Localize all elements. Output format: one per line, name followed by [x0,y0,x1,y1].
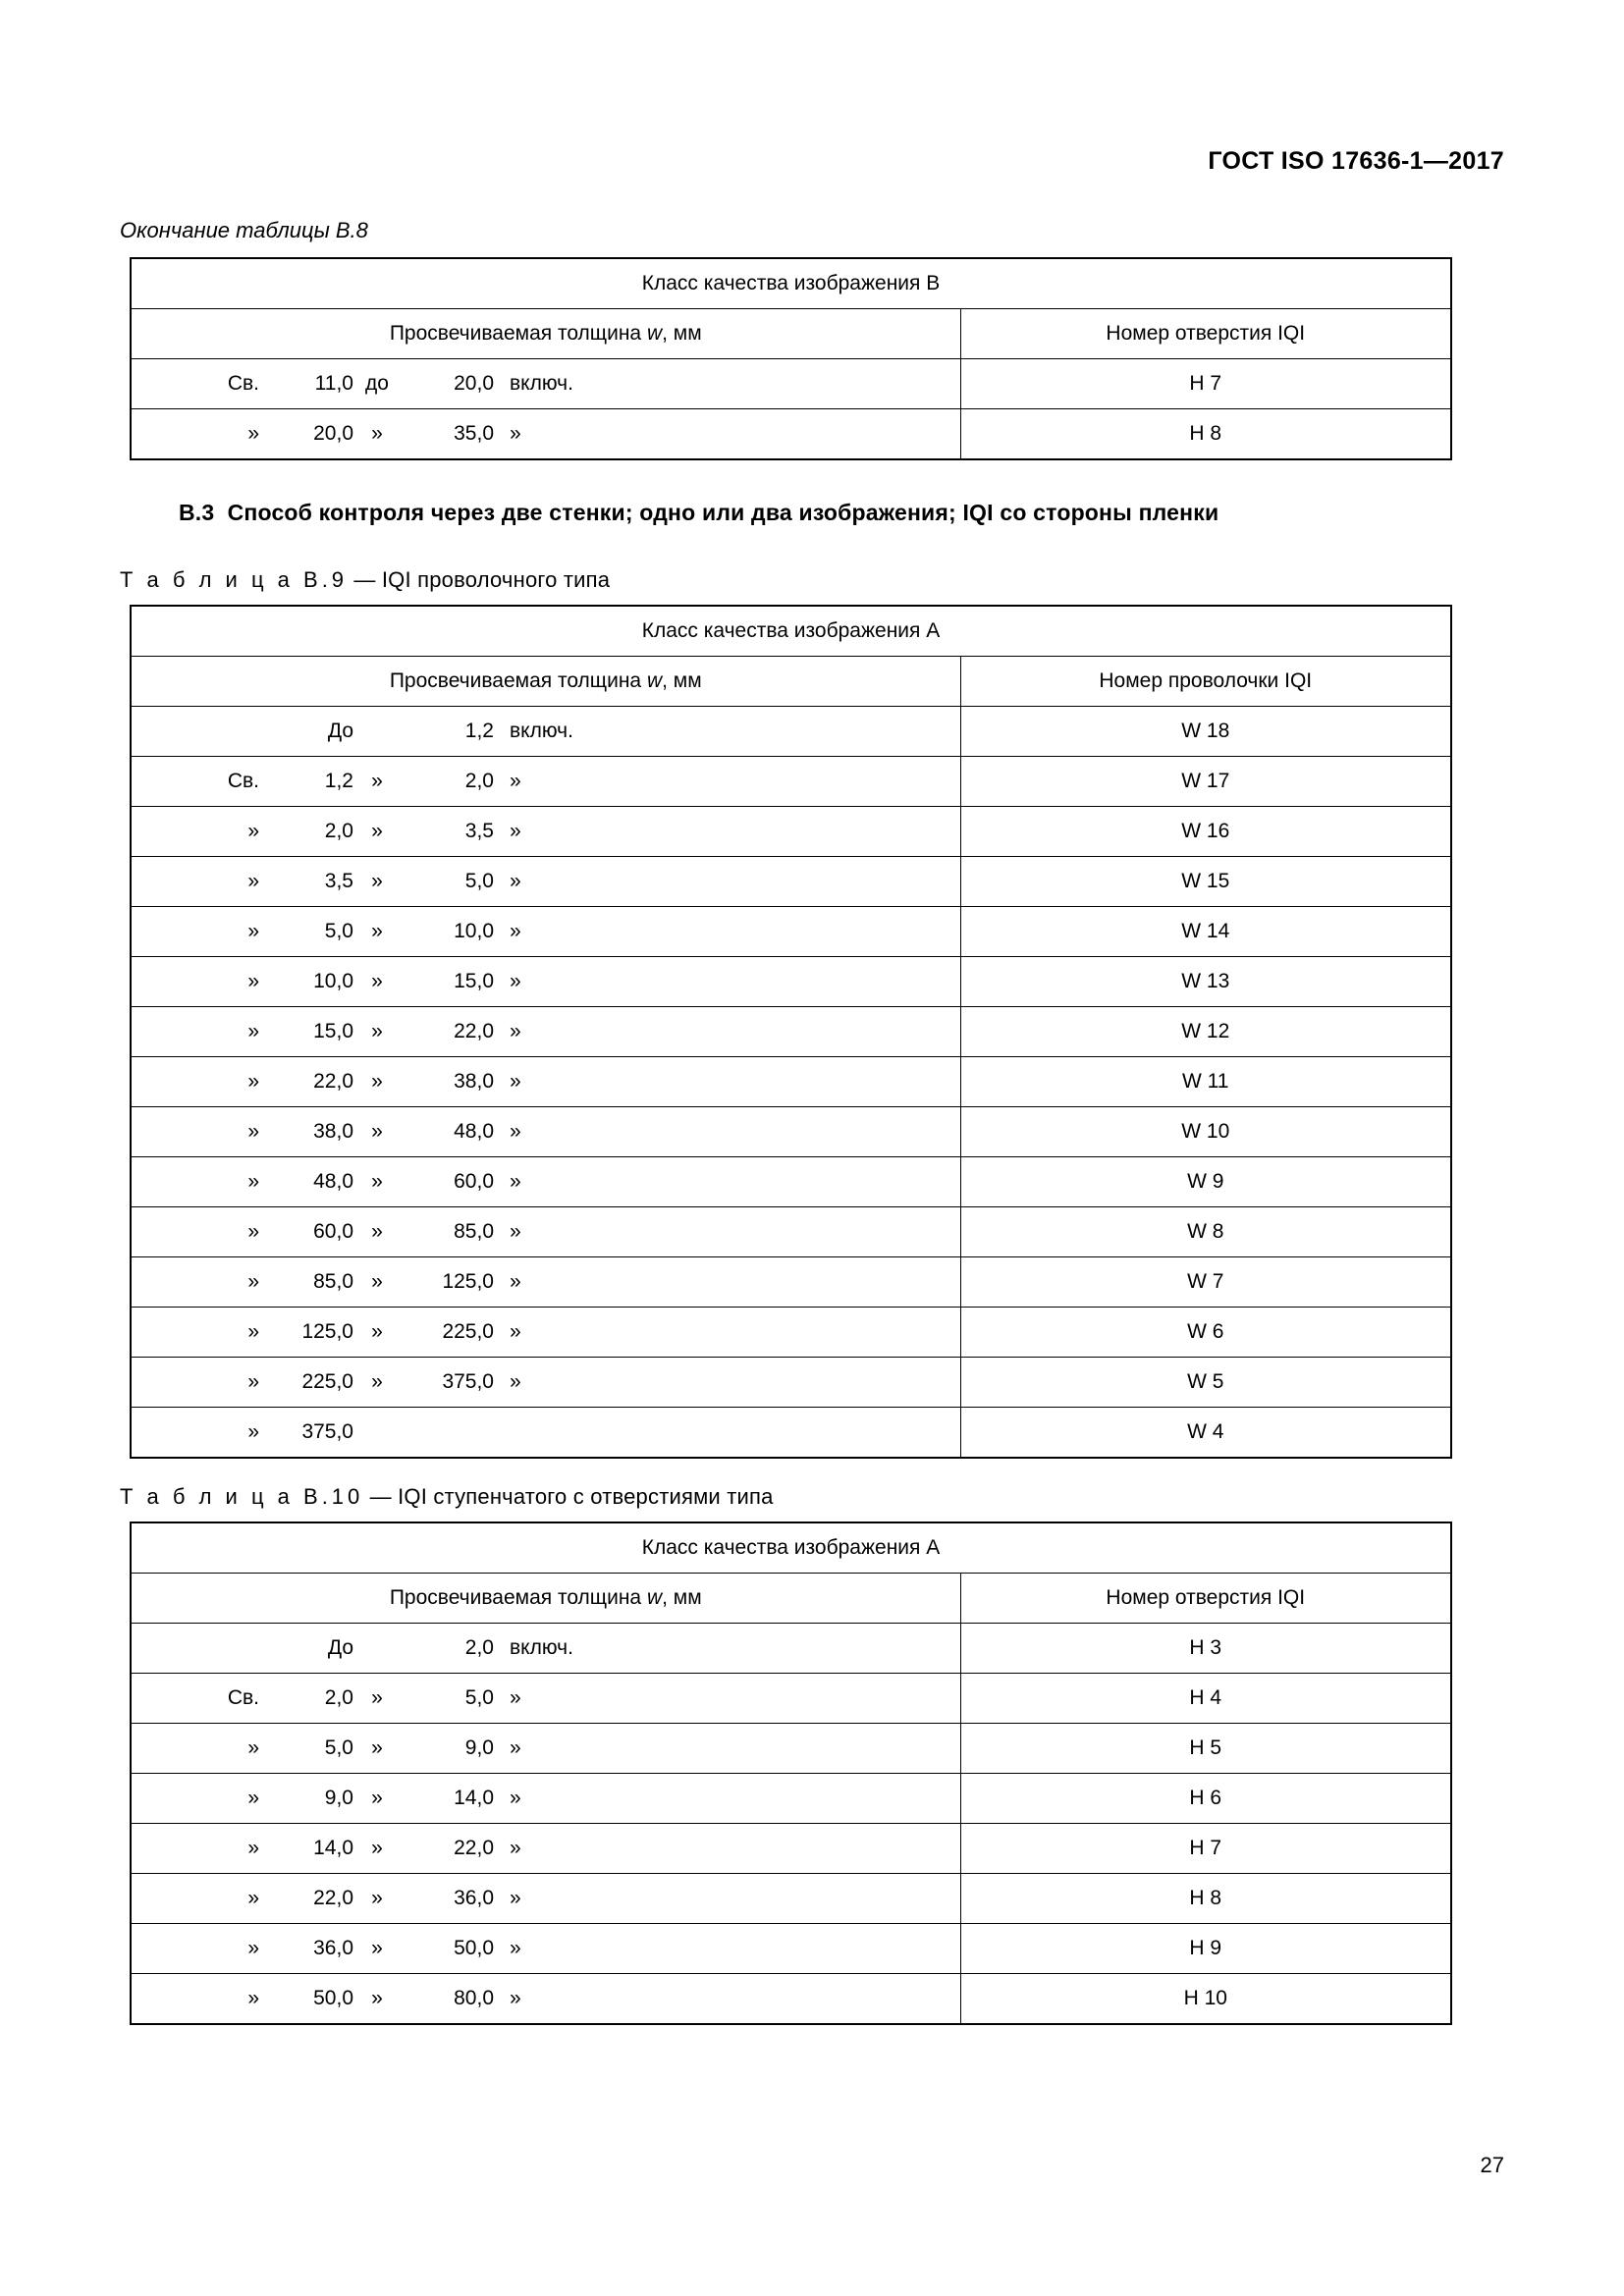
range-sep: » [371,1987,383,2009]
range-cell [131,1974,960,2025]
table-row [131,757,1451,807]
range-suffix: включ. [510,372,573,395]
table-b9-caption [120,567,1504,593]
range-prefix: » [247,1937,259,1959]
range-to: 48,0 [454,1120,494,1143]
range-prefix: Св. [227,372,259,395]
range-from: 2,0 [324,820,353,842]
range-cell [131,1774,960,1824]
range-sep: » [371,820,383,842]
range-cell [131,807,960,857]
range-suffix: » [510,770,521,792]
range-cell [131,1724,960,1774]
range-from: 60,0 [313,1220,353,1243]
range-from: 10,0 [313,970,353,992]
range-from: 125,0 [301,1320,353,1343]
range-sep: » [371,1170,383,1193]
range-prefix: » [247,1170,259,1193]
range-sep: » [371,1120,383,1143]
range-to: 85,0 [454,1220,494,1243]
marker-cell: W 13 [960,957,1451,1007]
range-sep: » [371,970,383,992]
range-prefix: » [247,920,259,942]
range-cell [131,957,960,1007]
marker-cell: H 8 [960,409,1451,460]
range-cell [131,857,960,907]
marker-cell: H 4 [960,1674,1451,1724]
range-sep: » [371,770,383,792]
range-cell [131,1257,960,1308]
range-from: 15,0 [313,1020,353,1042]
table-row [131,857,1451,907]
marker-cell: W 8 [960,1207,1451,1257]
range-from: 3,5 [324,870,353,892]
range-prefix: » [247,1020,259,1042]
table-row [131,409,1451,460]
range-prefix: » [247,820,259,842]
table-b10-col-thickness: Просвечиваемая толщина w, мм [131,1574,960,1624]
range-to: 15,0 [454,970,494,992]
marker-cell: H 8 [960,1874,1451,1924]
range-prefix: Св. [227,770,259,792]
range-suffix: » [510,920,521,942]
marker-cell: W 5 [960,1358,1451,1408]
range-suffix: » [510,1937,521,1959]
range-sep: » [371,1070,383,1093]
range-from: 11,0 [314,372,353,395]
range-to: 9,0 [464,1736,494,1759]
section-number: В.3 [179,500,215,525]
range-cell [131,1358,960,1408]
table-row [131,1157,1451,1207]
range-suffix: » [510,870,521,892]
table-b9 [130,605,1452,1459]
marker-cell: W 4 [960,1408,1451,1459]
marker-cell: W 9 [960,1157,1451,1207]
range-to: 5,0 [464,1686,494,1709]
range-prefix: » [247,1787,259,1809]
table-row [131,1874,1451,1924]
range-cell [131,1157,960,1207]
section-heading [179,500,1504,526]
range-to: 1,2 [464,720,494,742]
range-sep: » [371,1887,383,1909]
range-cell [131,707,960,757]
range-prefix: » [247,1837,259,1859]
range-suffix: » [510,1370,521,1393]
marker-cell: W 17 [960,757,1451,807]
range-cell [131,1408,960,1459]
range-to: 3,5 [464,820,494,842]
section-title: Способ контроля через две стенки; одно или два изображения; IQI со стороны пленки [227,500,1219,525]
range-to: 2,0 [464,770,494,792]
range-cell [131,1874,960,1924]
table-row [131,1308,1451,1358]
range-sep: » [371,1686,383,1709]
table-row [131,1057,1451,1107]
marker-cell: W 7 [960,1257,1451,1308]
table-row [131,907,1451,957]
range-from: 5,0 [324,1736,353,1759]
range-to: 20,0 [454,372,494,395]
range-suffix: » [510,820,521,842]
range-prefix: » [247,970,259,992]
range-prefix: » [247,1420,259,1443]
table-row [131,1924,1451,1974]
table-b9-col-marker: Номер проволочки IQI [960,657,1451,707]
range-from: 14,0 [313,1837,353,1859]
table-row [131,707,1451,757]
table-b9-class-header: Класс качества изображения A [131,606,1451,657]
range-sep: » [371,1736,383,1759]
range-sep: до [365,372,389,395]
range-suffix: включ. [510,720,573,742]
range-from: 9,0 [324,1787,353,1809]
range-prefix: » [247,1370,259,1393]
range-to: 125,0 [442,1270,494,1293]
range-suffix: включ. [510,1636,573,1659]
range-from: 375,0 [301,1420,353,1443]
range-cell [131,359,960,409]
marker-cell: W 18 [960,707,1451,757]
range-suffix: » [510,1120,521,1143]
range-to: 2,0 [464,1636,494,1659]
table-b9-caption-label: Т а б л и ц а В.9 [120,567,349,592]
marker-cell: H 5 [960,1724,1451,1774]
range-from: 22,0 [313,1887,353,1909]
marker-cell: H 7 [960,359,1451,409]
table-row [131,1674,1451,1724]
range-sep: » [371,1320,383,1343]
marker-cell: W 16 [960,807,1451,857]
marker-cell: W 14 [960,907,1451,957]
range-sep: » [371,1220,383,1243]
range-prefix: » [247,1270,259,1293]
range-cell [131,907,960,957]
range-cell [131,1924,960,1974]
range-suffix: » [510,1686,521,1709]
range-suffix: » [510,1887,521,1909]
table-b10 [130,1522,1452,2025]
marker-cell: W 10 [960,1107,1451,1157]
range-to: 10,0 [454,920,494,942]
marker-cell: W 11 [960,1057,1451,1107]
range-sep: » [371,1370,383,1393]
range-sep: » [371,1787,383,1809]
range-prefix: » [247,1220,259,1243]
range-from: 85,0 [313,1270,353,1293]
range-suffix: » [510,1020,521,1042]
table-b9-caption-text: — IQI проволочного типа [348,567,611,592]
table-b10-caption [120,1484,1504,1510]
range-to: 36,0 [454,1887,494,1909]
marker-cell: H 3 [960,1624,1451,1674]
page-header: ГОСТ ISO 17636-1—2017 [1208,147,1504,175]
range-cell [131,1824,960,1874]
table-row [131,1974,1451,2025]
range-cell [131,1207,960,1257]
table-b10-class-header: Класс качества изображения A [131,1522,1451,1574]
marker-cell: H 7 [960,1824,1451,1874]
range-suffix: » [510,1987,521,2009]
page-number: 27 [1480,2153,1504,2177]
range-to: 50,0 [454,1937,494,1959]
range-sep: » [371,870,383,892]
range-prefix: Св. [227,1686,259,1709]
marker-cell: H 6 [960,1774,1451,1824]
range-suffix: » [510,1170,521,1193]
range-suffix: » [510,1837,521,1859]
range-suffix: » [510,1736,521,1759]
table-b8-end-caption: Окончание таблицы В.8 [120,218,368,242]
range-prefix: » [247,1887,259,1909]
range-prefix: » [247,1736,259,1759]
range-from: 22,0 [313,1070,353,1093]
range-prefix: » [247,1120,259,1143]
range-cell [131,1624,960,1674]
table-row [131,1824,1451,1874]
range-to: 225,0 [442,1320,494,1343]
range-cell [131,1007,960,1057]
table-row [131,1207,1451,1257]
range-sep: » [371,920,383,942]
range-cell [131,1308,960,1358]
range-from: 2,0 [324,1686,353,1709]
table-row [131,1007,1451,1057]
range-suffix: » [510,422,521,445]
range-cell [131,1057,960,1107]
range-prefix: » [247,1320,259,1343]
range-from: 20,0 [313,422,353,445]
table-b8-end [130,257,1452,460]
range-prefix: » [247,422,259,445]
table-row [131,1107,1451,1157]
range-to: 38,0 [454,1070,494,1093]
range-to: 60,0 [454,1170,494,1193]
table-row [131,1624,1451,1674]
range-suffix: » [510,1220,521,1243]
page-content [120,218,1504,2025]
range-to: 22,0 [454,1837,494,1859]
range-prefix: » [247,1070,259,1093]
range-from: 48,0 [313,1170,353,1193]
table-row [131,1408,1451,1459]
range-sep: » [371,422,383,445]
range-from: До [327,720,353,742]
range-sep: » [371,1270,383,1293]
range-suffix: » [510,1320,521,1343]
range-sep: » [371,1837,383,1859]
marker-cell: W 15 [960,857,1451,907]
range-cell [131,409,960,460]
marker-cell: W 6 [960,1308,1451,1358]
range-suffix: » [510,1787,521,1809]
table-b8-end-col-marker: Номер отверстия IQI [960,309,1451,359]
table-b10-caption-text: — IQI ступенчатого с отверстиями типа [363,1484,774,1509]
table-b8-end-class-header: Класс качества изображения B [131,258,1451,309]
range-from: 38,0 [313,1120,353,1143]
range-cell [131,1107,960,1157]
table-row [131,359,1451,409]
range-sep: » [371,1020,383,1042]
range-suffix: » [510,970,521,992]
table-b8-end-col-thickness: Просвечиваемая толщина w, мм [131,309,960,359]
marker-cell: H 10 [960,1974,1451,2025]
table-b10-col-marker: Номер отверстия IQI [960,1574,1451,1624]
range-cell [131,1674,960,1724]
range-suffix: » [510,1070,521,1093]
range-from: 36,0 [313,1937,353,1959]
range-to: 80,0 [454,1987,494,2009]
range-from: 5,0 [324,920,353,942]
range-from: 50,0 [313,1987,353,2009]
range-suffix: » [510,1270,521,1293]
table-row [131,1257,1451,1308]
range-from: До [327,1636,353,1659]
table-row [131,1358,1451,1408]
range-cell [131,757,960,807]
range-to: 5,0 [464,870,494,892]
marker-cell: H 9 [960,1924,1451,1974]
table-b9-col-thickness: Просвечиваемая толщина w, мм [131,657,960,707]
range-to: 22,0 [454,1020,494,1042]
table-row [131,807,1451,857]
range-sep: » [371,1937,383,1959]
range-to: 35,0 [454,422,494,445]
table-row [131,1774,1451,1824]
range-to: 14,0 [454,1787,494,1809]
table-b10-caption-label: Т а б л и ц а В.10 [120,1484,364,1509]
marker-cell: W 12 [960,1007,1451,1057]
range-from: 1,2 [324,770,353,792]
table-row [131,1724,1451,1774]
range-from: 225,0 [301,1370,353,1393]
table-row [131,957,1451,1007]
range-prefix: » [247,1987,259,2009]
range-to: 375,0 [442,1370,494,1393]
range-prefix: » [247,870,259,892]
